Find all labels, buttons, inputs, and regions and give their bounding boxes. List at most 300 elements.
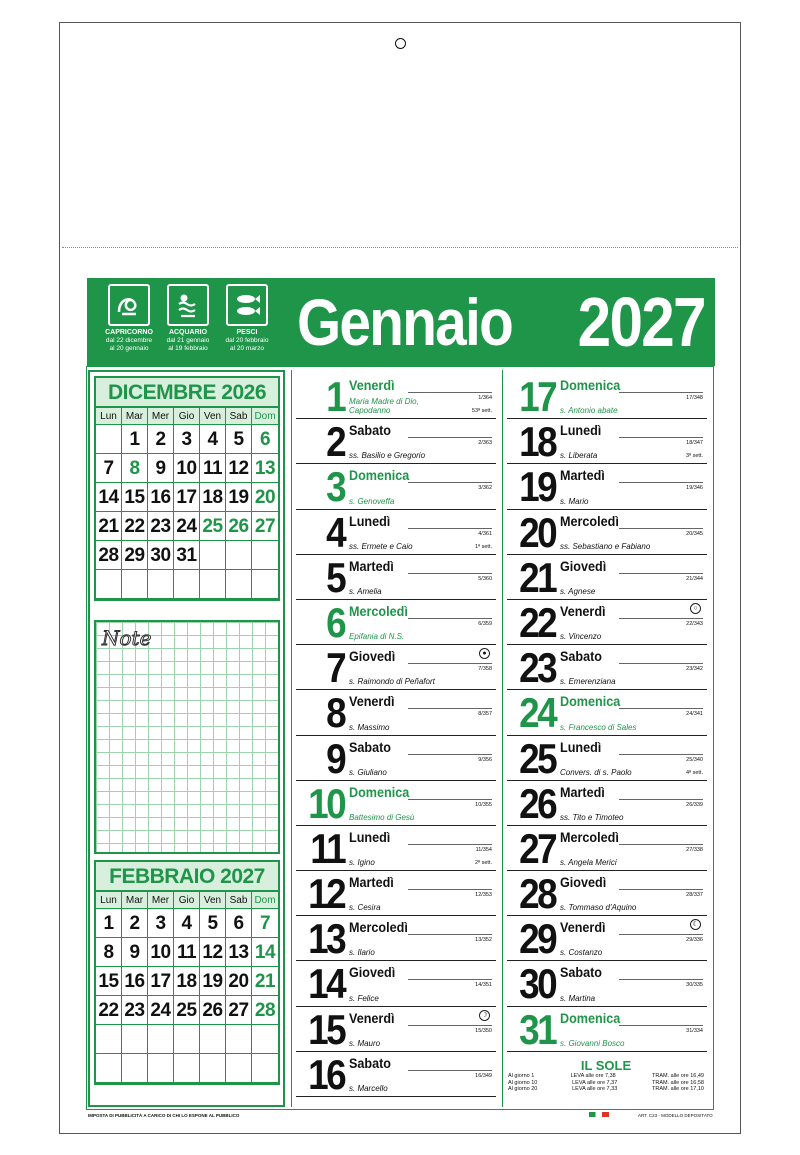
mini-day-cell: 13 [252, 454, 278, 483]
day-number: 9 [326, 734, 344, 782]
mini-day-cell: 7 [252, 909, 278, 938]
sun-title: IL SOLE [580, 1058, 632, 1073]
day-number: 27 [519, 824, 555, 872]
saint-name: s. Cesira [349, 903, 381, 913]
day-number: 19 [519, 463, 555, 511]
day-row[interactable] [507, 736, 707, 781]
writing-line [619, 573, 703, 574]
saint-name: s. Mario [560, 496, 589, 506]
writing-line [408, 437, 492, 438]
pisces-icon [226, 284, 268, 326]
day-number: 17 [519, 373, 555, 420]
mini-day-cell: 24 [148, 996, 174, 1025]
mini-day-cell: 13 [226, 938, 252, 967]
day-number: 8 [326, 689, 344, 737]
left-column [88, 370, 285, 1107]
sun-cell: Al giorno 10 [508, 1079, 538, 1086]
mini-calendar-prev [94, 376, 280, 601]
weekday-header: Ven [200, 408, 226, 425]
day-number: 21 [519, 553, 555, 601]
day-progress: 14/351 [475, 982, 492, 989]
moon-phase-icon: ● [479, 648, 490, 659]
day-progress: 10/355 [475, 801, 492, 808]
day-progress: 1/364 [478, 395, 492, 401]
mini-day-cell [252, 570, 278, 599]
saint-name: Maria Madre di Dio, [349, 397, 419, 407]
mini-day-cell: 12 [226, 454, 252, 483]
mini-day-cell: 2 [148, 425, 174, 454]
week-number: 1ª sett. [474, 543, 492, 550]
day-progress: 17/348 [686, 395, 703, 401]
day-progress: 20/345 [686, 530, 703, 537]
weekday-header: Mar [122, 892, 148, 909]
writing-line [619, 844, 703, 845]
weekday-header: Lun [96, 408, 122, 425]
mini-day-cell [174, 1025, 200, 1054]
sun-cell: LEVA alle ore 7,38 [570, 1073, 616, 1079]
day-progress: 25/340 [686, 756, 703, 763]
day-name: Martedì [560, 783, 605, 800]
day-number: 14 [308, 960, 344, 1008]
saint-name: s. Francesco di Sales [560, 722, 637, 732]
saint-name: s. Martina [560, 993, 596, 1003]
weekday-header: Mer [148, 408, 174, 425]
day-row[interactable] [296, 600, 496, 645]
weekday-header: Gio [174, 892, 200, 909]
weekday-header: Dom [252, 892, 278, 909]
day-name: Martedì [349, 874, 394, 891]
day-progress: 16/349 [475, 1072, 492, 1079]
writing-line [408, 663, 492, 664]
day-name: Giovedì [349, 648, 396, 665]
day-row[interactable] [507, 645, 707, 690]
saint-name: s. Emerenziana [560, 677, 616, 687]
saint-name: s. Liberata [560, 451, 598, 461]
day-progress: 23/342 [686, 666, 703, 673]
sun-rows [508, 1073, 704, 1093]
day-row[interactable] [296, 916, 496, 961]
saint-name: Battesimo di Gesù [349, 812, 415, 822]
mini-day-cell: 5 [226, 425, 252, 454]
day-progress: 28/337 [686, 892, 703, 899]
mini-day-cell: 23 [148, 512, 174, 541]
day-row[interactable] [296, 871, 496, 916]
writing-line [408, 934, 492, 935]
mini-day-cell [174, 570, 200, 599]
mini-day-cell: 24 [174, 512, 200, 541]
day-name: Venerdì [560, 602, 606, 619]
day-number: 28 [519, 870, 555, 918]
mini-day-cell [122, 570, 148, 599]
moon-phase-icon: ☽ [479, 1010, 490, 1021]
day-progress: 21/344 [686, 575, 703, 582]
day-name: Lunedì [349, 512, 391, 529]
day-number: 2 [326, 418, 344, 466]
day-name: Martedì [349, 557, 394, 574]
week-number: 3ª sett. [685, 453, 703, 460]
month-title: Gennaio [297, 285, 513, 359]
day-row[interactable] [296, 1007, 496, 1052]
day-number: 1 [326, 373, 344, 420]
writing-line [619, 482, 703, 483]
moon-phase-icon: ☾ [690, 919, 701, 930]
day-number: 13 [308, 915, 344, 963]
writing-line [619, 1025, 703, 1026]
day-row[interactable] [296, 736, 496, 781]
writing-line [408, 844, 492, 845]
saint-name: s. Costanzo [560, 948, 603, 958]
writing-line [408, 618, 492, 619]
mini-day-cell [200, 541, 226, 570]
mini-day-cell: 20 [252, 483, 278, 512]
day-row[interactable] [296, 464, 496, 509]
day-name: Sabato [349, 738, 392, 755]
day-progress: 12/353 [475, 892, 492, 899]
mini-day-cell: 2 [122, 909, 148, 938]
mini-day-cell [252, 541, 278, 570]
day-progress: 31/334 [686, 1027, 703, 1034]
writing-line [619, 979, 703, 980]
writing-line [619, 754, 703, 755]
mini-day-cell: 27 [252, 512, 278, 541]
sun-table [508, 1058, 704, 1093]
mini-day-cell: 10 [148, 938, 174, 967]
writing-line [408, 1070, 492, 1071]
saint-name: s. Massimo [349, 722, 390, 732]
day-name: Lunedì [349, 828, 391, 845]
day-row[interactable] [296, 690, 496, 735]
day-progress: 15/350 [475, 1027, 492, 1034]
day-row[interactable] [507, 690, 707, 735]
mini-day-cell: 27 [226, 996, 252, 1025]
mini-day-cell: 19 [200, 967, 226, 996]
day-number: 10 [308, 779, 344, 827]
day-number: 26 [519, 779, 555, 827]
day-name: Lunedì [560, 738, 602, 755]
mini-day-cell: 3 [148, 909, 174, 938]
day-number: 3 [326, 463, 344, 511]
day-number: 20 [519, 508, 555, 556]
week-number: 2ª sett. [474, 860, 492, 867]
day-progress: 6/359 [478, 620, 492, 627]
mini-day-cell: 25 [200, 512, 226, 541]
day-progress: 24/341 [686, 711, 703, 718]
mini-day-cell: 18 [174, 967, 200, 996]
zodiac-capricorn: CAPRICORNO dal 22 dicembre al 20 gennaio [99, 284, 159, 352]
mini-day-cell: 21 [252, 967, 278, 996]
day-number: 22 [519, 598, 555, 646]
mini-day-cell: 15 [122, 483, 148, 512]
mini-day-cell [226, 541, 252, 570]
day-name: Venerdì [349, 693, 395, 710]
day-number: 6 [326, 598, 344, 646]
capricorn-icon [108, 284, 150, 326]
mini-day-cell [200, 570, 226, 599]
mini-day-cell: 29 [122, 541, 148, 570]
mini-calendar-grid [96, 408, 278, 599]
day-row[interactable] [507, 555, 707, 600]
saint-name: Epifania di N.S. [349, 632, 405, 642]
day-name: Sabato [560, 964, 603, 981]
writing-line [408, 889, 492, 890]
month-header [87, 278, 715, 366]
mini-day-cell: 6 [252, 425, 278, 454]
mini-calendar-title: DICEMBRE 2026 [96, 378, 278, 408]
mini-day-cell [174, 1054, 200, 1083]
day-number: 15 [308, 1005, 344, 1053]
writing-line [619, 934, 703, 935]
saint-name: s. Ilario [349, 948, 375, 958]
day-name: Giovedì [560, 874, 607, 891]
day-row[interactable] [296, 961, 496, 1006]
day-progress: 3/362 [478, 485, 492, 492]
mini-day-cell [226, 1025, 252, 1054]
day-row[interactable] [296, 1052, 496, 1097]
mini-day-cell: 11 [174, 938, 200, 967]
day-number: 31 [519, 1005, 555, 1053]
mini-day-cell: 28 [252, 996, 278, 1025]
sun-row [508, 1086, 704, 1093]
mini-day-cell: 9 [148, 454, 174, 483]
day-row[interactable] [507, 871, 707, 916]
mini-day-cell [200, 1054, 226, 1083]
day-row[interactable] [507, 781, 707, 826]
saint-name: s. Felice [349, 993, 379, 1003]
day-name: Giovedì [349, 964, 396, 981]
mini-calendar-title: FEBBRAIO 2027 [96, 862, 278, 892]
mini-day-cell: 9 [122, 938, 148, 967]
day-progress: 30/335 [686, 982, 703, 989]
mini-day-cell: 22 [122, 512, 148, 541]
saint-name: s. Mauro [349, 1038, 381, 1048]
saint-name: s. Tommaso d'Aquino [560, 903, 637, 913]
day-row[interactable] [296, 510, 496, 555]
day-row[interactable] [507, 600, 707, 645]
day-number: 29 [519, 915, 555, 963]
day-row[interactable] [296, 826, 496, 871]
day-name: Venerdì [349, 1009, 395, 1026]
weekday-header: Mer [148, 892, 174, 909]
mini-day-cell: 21 [96, 512, 122, 541]
writing-line [619, 708, 703, 709]
mini-day-cell: 6 [226, 909, 252, 938]
saint-name: ss. Tito e Timoteo [560, 812, 624, 822]
day-name: Venerdì [560, 919, 606, 936]
day-row[interactable] [296, 374, 496, 419]
mini-day-cell: 12 [200, 938, 226, 967]
mini-day-cell [96, 1054, 122, 1083]
day-row[interactable] [507, 374, 707, 419]
mini-calendar-grid [96, 892, 278, 1083]
mini-day-cell: 26 [200, 996, 226, 1025]
year-title: 2027 [577, 283, 705, 361]
notes-area[interactable] [94, 620, 280, 854]
saint-name: s. Vincenzo [560, 632, 602, 642]
day-number: 25 [519, 734, 555, 782]
writing-line [619, 618, 703, 619]
mini-day-cell: 26 [226, 512, 252, 541]
day-row[interactable] [507, 464, 707, 509]
saint-name: s. Angela Merici [560, 858, 617, 868]
saint-name: s. Antonio abate [560, 406, 618, 416]
mini-day-cell: 1 [122, 425, 148, 454]
day-row[interactable] [507, 826, 707, 871]
day-progress: 22/343 [686, 620, 703, 627]
day-row[interactable] [507, 510, 707, 555]
mini-day-cell: 20 [226, 967, 252, 996]
mini-day-cell [226, 1054, 252, 1083]
day-name: Domenica [349, 467, 410, 484]
day-progress: 8/357 [478, 711, 492, 718]
mini-day-cell: 19 [226, 483, 252, 512]
day-progress: 5/360 [478, 575, 492, 582]
writing-line [619, 889, 703, 890]
writing-line [619, 437, 703, 438]
day-progress: 18/347 [686, 440, 703, 447]
day-name: Mercoledì [560, 512, 619, 529]
mini-day-cell [148, 1025, 174, 1054]
mini-day-cell [96, 570, 122, 599]
saint-name: s. Raimondo di Peñafort [349, 677, 435, 687]
saint-name: s. Agnese [560, 586, 596, 596]
mini-day-cell [226, 570, 252, 599]
mini-day-cell: 14 [96, 483, 122, 512]
mini-day-cell [96, 1025, 122, 1054]
mini-calendar-next [94, 860, 280, 1085]
footer-tax-note: IMPOSTA DI PUBBLICITÀ A CARICO DI CHI LO ESPONE AL PUBBLICO [88, 1113, 240, 1118]
saint-name: s. Giovanni Bosco [560, 1038, 625, 1048]
day-progress: 26/339 [686, 801, 703, 808]
day-name: Sabato [349, 1054, 392, 1071]
sun-cell: TRAM. alle ore 17,10 [652, 1086, 704, 1092]
mini-day-cell: 5 [200, 909, 226, 938]
mini-day-cell: 8 [96, 938, 122, 967]
day-progress: 11/354 [475, 846, 492, 853]
day-number: 16 [308, 1050, 344, 1098]
writing-line [408, 799, 492, 800]
day-name: Domenica [560, 693, 621, 710]
italian-flag-icon [589, 1112, 609, 1117]
writing-line [408, 754, 492, 755]
day-name: Sabato [560, 648, 603, 665]
day-number: 7 [326, 644, 344, 692]
mini-day-cell [122, 1025, 148, 1054]
notes-label: Note [102, 626, 152, 650]
day-progress: 7/358 [478, 666, 492, 673]
mini-day-cell: 16 [122, 967, 148, 996]
writing-line [619, 799, 703, 800]
mini-day-cell [148, 570, 174, 599]
day-name: Lunedì [560, 422, 602, 439]
mini-day-cell [122, 1054, 148, 1083]
writing-line [408, 573, 492, 574]
saint-name: s. Igino [349, 858, 375, 868]
mini-day-cell: 23 [122, 996, 148, 1025]
weekday-header: Ven [200, 892, 226, 909]
day-name: Sabato [349, 422, 392, 439]
day-name: Giovedì [560, 557, 607, 574]
day-row[interactable] [507, 1007, 707, 1052]
day-row[interactable] [507, 961, 707, 1006]
day-row[interactable] [296, 555, 496, 600]
column-divider [291, 370, 292, 1107]
day-row[interactable] [296, 419, 496, 464]
perforation-line [62, 247, 738, 248]
saint-name: s. Amelia [349, 586, 382, 596]
day-progress: 4/361 [478, 530, 492, 537]
week-number: 4ª sett. [685, 769, 703, 776]
writing-line [408, 392, 492, 393]
writing-line [619, 528, 703, 529]
day-name: Domenica [560, 377, 621, 393]
sun-cell: Al giorno 1 [508, 1073, 535, 1079]
saint-name: ss. Sebastiano e Fabiano [560, 541, 651, 551]
weekday-header: Lun [96, 892, 122, 909]
zodiac-aquarius: ACQUARIO dal 21 gennaio al 19 febbraio [158, 284, 218, 352]
saint-name: s. Marcello [349, 1084, 388, 1093]
week-number: 53ª sett. [471, 408, 492, 415]
day-row[interactable] [507, 916, 707, 961]
days-column-1 [296, 374, 496, 1097]
mini-day-cell: 16 [148, 483, 174, 512]
day-progress: 19/346 [686, 485, 703, 492]
mini-day-cell: 3 [174, 425, 200, 454]
writing-line [408, 1025, 492, 1026]
mini-day-cell: 28 [96, 541, 122, 570]
day-number: 12 [308, 870, 344, 918]
saint-name: s. Genoveffa [349, 496, 395, 506]
weekday-header: Sab [226, 408, 252, 425]
day-number: 5 [326, 553, 344, 601]
mini-day-cell [252, 1025, 278, 1054]
day-progress: 2/363 [478, 440, 492, 447]
mini-day-cell: 1 [96, 909, 122, 938]
zodiac-pisces: PESCI dal 20 febbraio al 20 marzo [217, 284, 277, 352]
mini-day-cell [252, 1054, 278, 1083]
day-row[interactable] [507, 419, 707, 464]
day-number: 24 [519, 689, 555, 737]
mini-day-cell: 25 [174, 996, 200, 1025]
day-number: 30 [519, 960, 555, 1008]
day-row[interactable] [296, 781, 496, 826]
column-divider [502, 370, 503, 1107]
mini-day-cell: 30 [148, 541, 174, 570]
weekday-header: Mar [122, 408, 148, 425]
writing-line [408, 708, 492, 709]
writing-line [408, 979, 492, 980]
weekday-header: Dom [252, 408, 278, 425]
day-progress: 13/352 [475, 937, 492, 944]
saint-name: ss. Basilio e Gregorio [349, 451, 426, 461]
day-name: Mercoledì [349, 602, 408, 619]
saint-name: ss. Ermete e Caio [349, 541, 413, 551]
writing-line [619, 392, 703, 393]
mini-day-cell: 22 [96, 996, 122, 1025]
days-column-2 [507, 374, 707, 1052]
day-progress: 27/338 [686, 846, 703, 853]
mini-day-cell [96, 425, 122, 454]
sun-cell: LEVA alle ore 7,33 [572, 1086, 618, 1092]
day-name: Mercoledì [349, 919, 408, 936]
sun-cell: LEVA alle ore 7,37 [572, 1079, 618, 1086]
weekday-header: Sab [226, 892, 252, 909]
mini-day-cell: 11 [200, 454, 226, 483]
day-row[interactable] [296, 645, 496, 690]
aquarius-icon [167, 284, 209, 326]
sun-cell: Al giorno 20 [508, 1086, 538, 1092]
day-number: 11 [310, 824, 344, 872]
mini-day-cell: 7 [96, 454, 122, 483]
